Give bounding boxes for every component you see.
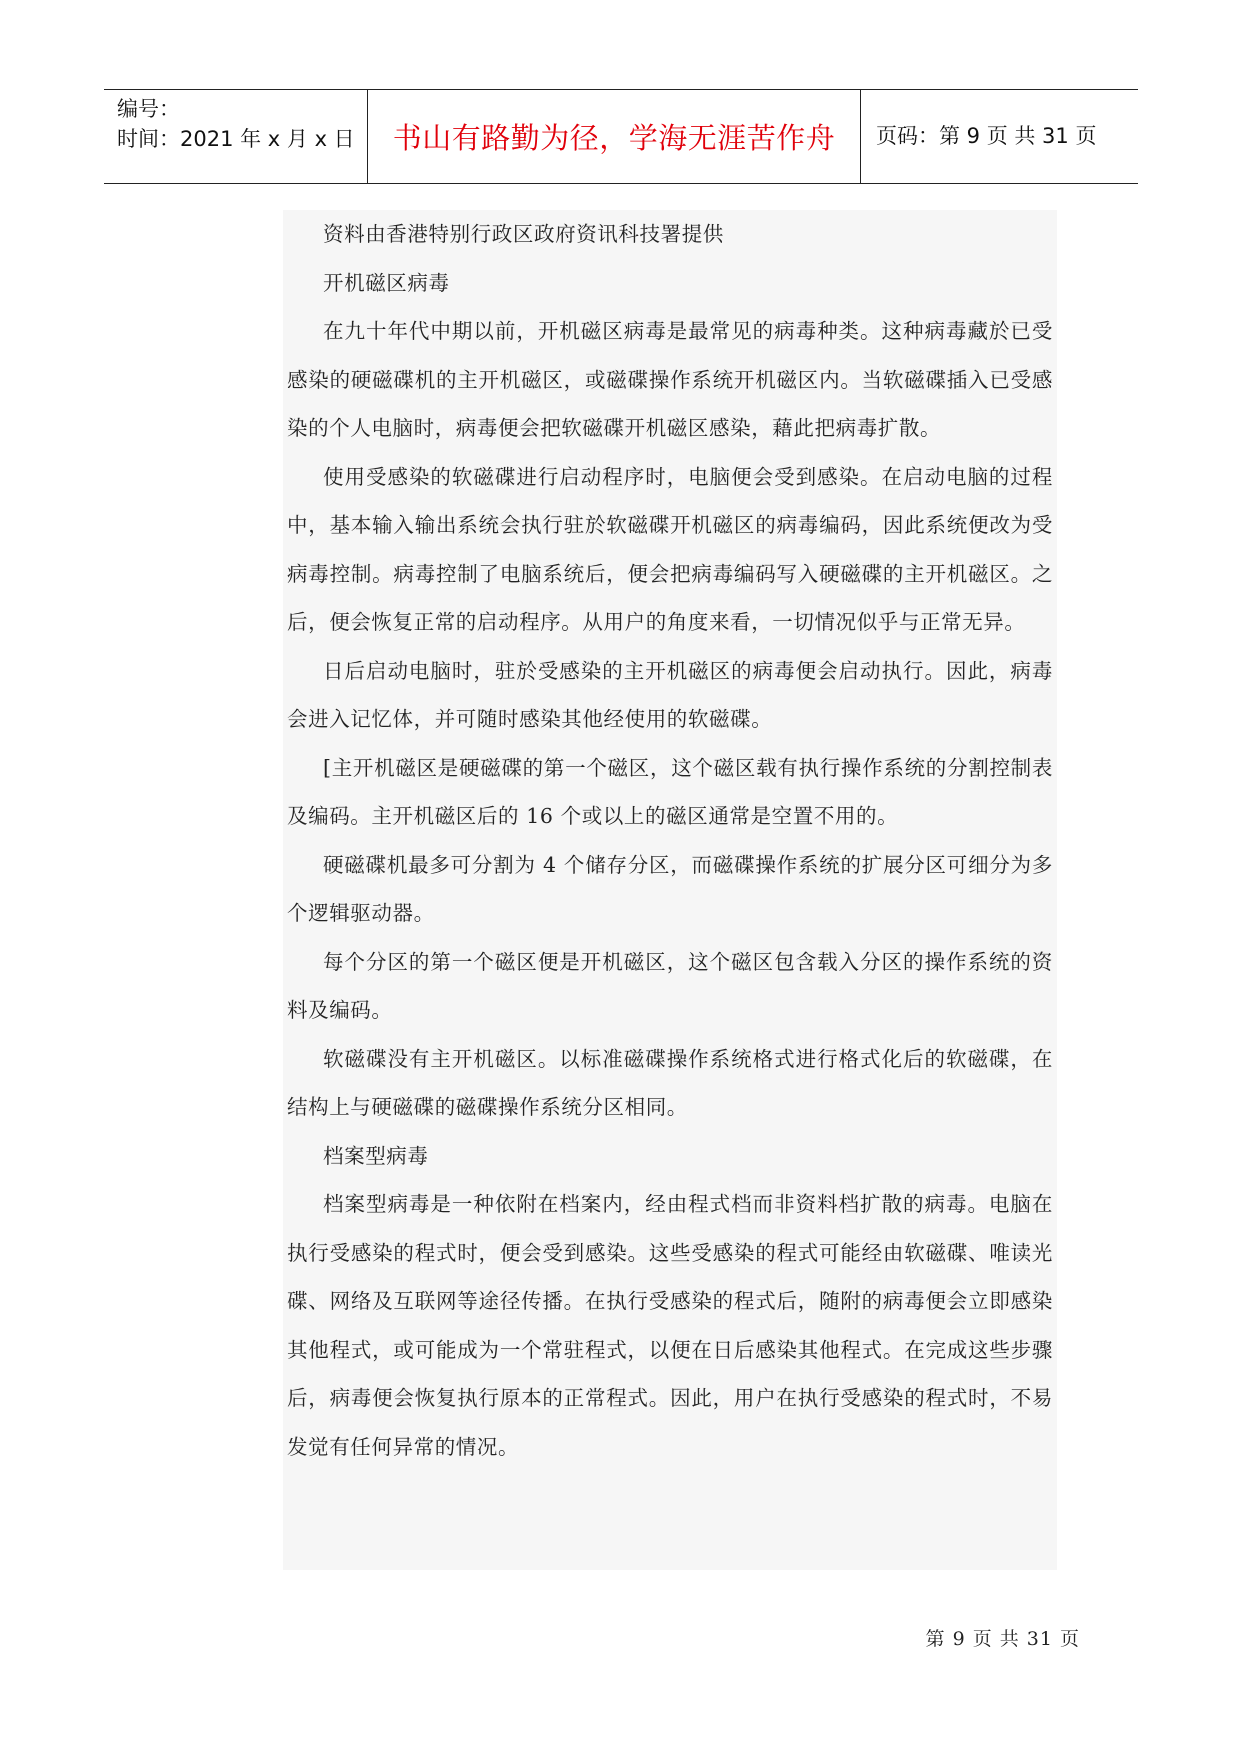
- section-heading-boot-sector: 开机磁区病毒: [323, 270, 450, 295]
- serial-label: 编号：: [117, 97, 180, 121]
- document-body: [283, 210, 1057, 1570]
- header-meta: [117, 94, 367, 154]
- paragraph: 软磁碟没有主开机磁区。以标准磁碟操作系统格式进行格式化后的软磁碟，在结构上与硬磁碟的磁碟操作系统分区相同。: [287, 1046, 1053, 1119]
- paragraph: [主开机磁区是硬磁碟的第一个磁区，这个磁区载有执行操作系统的分割控制表及编码。主开机磁区后的 16 个或以上的磁区通常是空置不用的。: [287, 755, 1053, 828]
- time-label: 时间：2021 年 x 月 x 日: [117, 127, 355, 151]
- paragraph: 在九十年代中期以前，开机磁区病毒是最常见的病毒种类。这种病毒藏於已受感染的硬磁碟机的主开机磁区，或磁碟操作系统开机磁区内。当软磁碟插入已受感染的个人电脑时，病毒便会把软磁碟开机磁区感染，藉此把病毒扩散。: [287, 319, 1053, 440]
- section-heading-file-virus: 档案型病毒: [323, 1143, 429, 1168]
- source-line: 资料由香港特别行政区政府资讯科技署提供: [323, 222, 724, 246]
- header-motto: 书山有路勤为径，学海无涯苦作舟: [392, 121, 836, 155]
- header-page-number: 页码：第 9 页 共 31 页: [876, 124, 1097, 148]
- page-header: [104, 89, 1138, 184]
- paragraph: 日后启动电脑时，驻於受感染的主开机磁区的病毒便会启动执行。因此，病毒会进入记忆体，并可随时感染其他经使用的软磁碟。: [287, 658, 1053, 731]
- paragraph: 每个分区的第一个磁区便是开机磁区，这个磁区包含载入分区的操作系统的资料及编码。: [287, 949, 1053, 1022]
- header-divider-right: [860, 90, 861, 183]
- paragraph: 档案型病毒是一种依附在档案内，经由程式档而非资料档扩散的病毒。电脑在执行受感染的程式时，便会受到感染。这些受感染的程式可能经由软磁碟、唯读光碟、网络及互联网等途径传播。在执行受感染的程式后，随附的病毒便会立即感染其他程式，或可能成为一个常驻程式，以便在日后感染其他程式。在完成这些步骤后，病毒便会恢复执行原本的正常程式。因此，用户在执行受感染的程式时，不易发觉有任何异常的情况。: [287, 1192, 1053, 1459]
- page-footer: 第 9 页 共 31 页: [925, 1628, 1080, 1650]
- paragraph: 使用受感染的软磁碟进行启动程序时，电脑便会受到感染。在启动电脑的过程中，基本输入输出系统会执行驻於软磁碟开机磁区的病毒编码，因此系统便改为受病毒控制。病毒控制了电脑系统后，便会把病毒编码写入硬磁碟的主开机磁区。之后，便会恢复正常的启动程序。从用户的角度来看，一切情况似乎与正常无异。: [287, 464, 1053, 634]
- paragraph: 硬磁碟机最多可分割为 4 个储存分区，而磁碟操作系统的扩展分区可细分为多个逻辑驱动器。: [287, 852, 1053, 925]
- header-divider-left: [367, 90, 368, 183]
